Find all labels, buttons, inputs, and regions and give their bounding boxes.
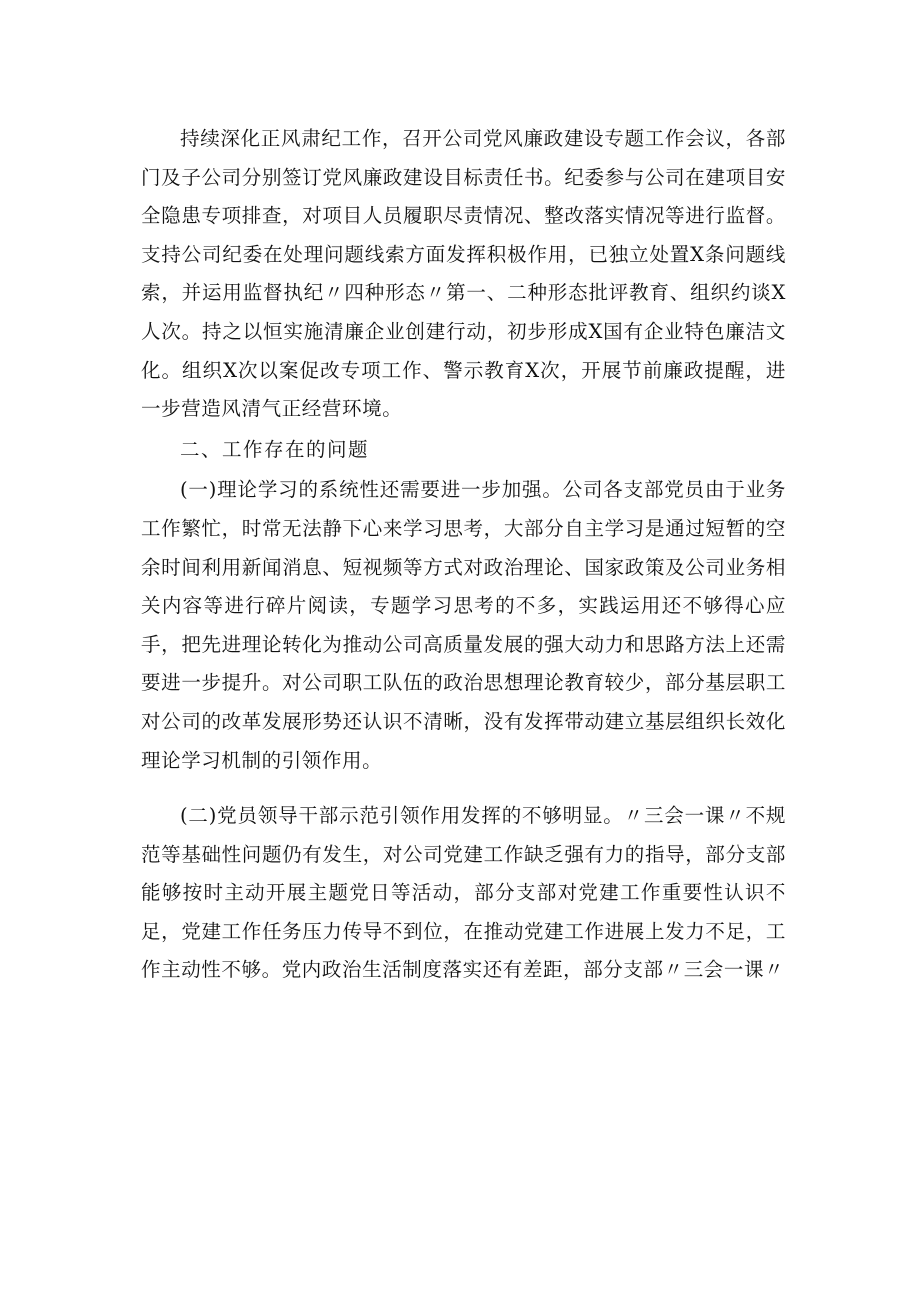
- paragraph-issue-theory-study: (一)理论学习的系统性还需要进一步加强。公司各支部党员由于业务工作繁忙，时常无法静下心来学习思考，大部分自主学习是通过短暂的空余时间利用新闻消息、短视频等方式对政治理论、国家政策及公司业务相关内容等进行碎片阅读，专题学习思考的不多，实践运用还不够得心应手，把先进理论转化为推动公司高质量发展的强大动力和思路方法上还需要进一步提升。对公司职工队伍的政治思想理论教育较少，部分基层职工对公司的改革发展形势还认识不清晰，没有发挥带动建立基层组织长效化理论学习机制的引领作用。: [141, 478, 786, 772]
- section-heading-problems: 二、工作存在的问题: [180, 437, 370, 461]
- paragraph-issue-leadership-role: (二)党员领导干部示范引领作用发挥的不够明显。〃三会一课〃不规范等基础性问题仍有发生，对公司党建工作缺乏强有力的指导，部分支部能够按时主动开展主题党日等活动，部分支部对党建工作重要性认识不足，党建工作任务压力传导不到位，在推动党建工作进展上发力不足，工作主动性不够。党内政治生活制度落实还有差距，部分支部〃三会一课〃: [141, 804, 786, 982]
- paragraph-discipline-work: 持续深化正风肃纪工作，召开公司党风廉政建设专题工作会议，各部门及子公司分别签订党风廉政建设目标责任书。纪委参与公司在建项目安全隐患专项排查，对项目人员履职尽责情况、整改落实情况等进行监督。支持公司纪委在处理问题线索方面发挥积极作用，已独立处置X条问题线索，并运用监督执纪〃四种形态〃第一、二种形态批评教育、组织约谈X人次。持之以恒实施清廉企业创建行动，初步形成X国有企业特色廉洁文化。组织X次以案促改专项工作、警示教育X次，开展节前廉政提醒，进一步营造风清气正经营环境。: [141, 127, 786, 421]
- document-body: [141, 120, 786, 990]
